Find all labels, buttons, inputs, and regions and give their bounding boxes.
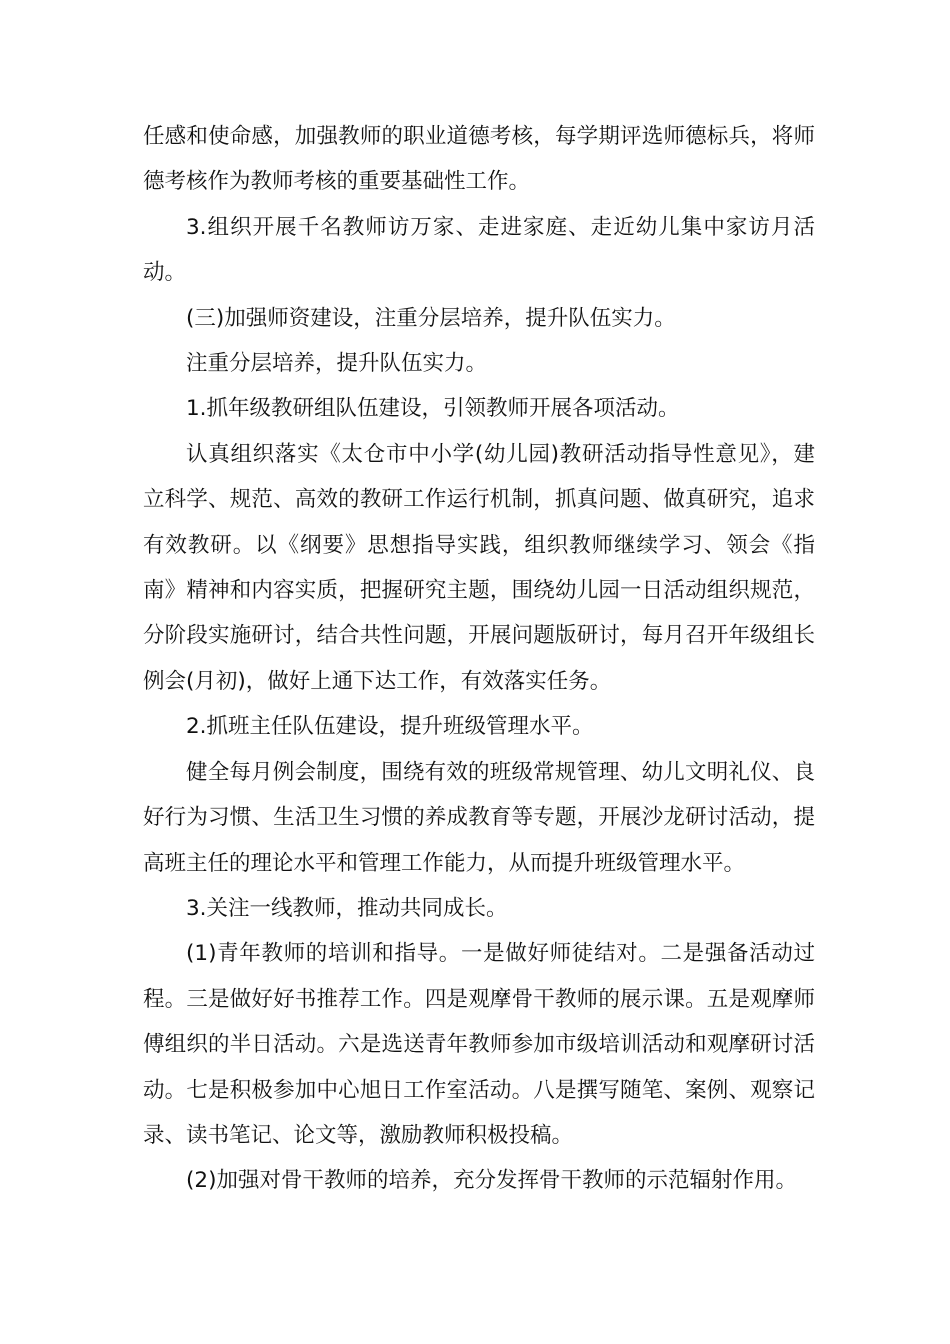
paragraph-6: 认真组织落实《太仓市中小学(幼儿园)教研活动指导性意见》，建立科学、规范、高效的教研工作运行机制，抓真问题、做真研究，追求有效教研。以《纲要》思想指导实践，组织教师继续学习、领会《指南》精神和内容实质，把握研究主题，围绕幼儿园一日活动组织规范，分阶段实施研讨，结合共性问题，开展问题版研讨，每月召开年级组长例会(月初)，做好上通下达工作，有效落实任务。 [143, 441, 815, 694]
paragraph-1: 任感和使命感，加强教师的职业道德考核，每学期评选师德标兵，将师德考核作为教师考核的重要基础性工作。 [143, 124, 815, 195]
item-heading-1: 1.抓年级教研组队伍建设，引领教师开展各项活动。 [186, 396, 680, 422]
paragraph-8: 健全每月例会制度，围绕有效的班级常规管理、幼儿文明礼仪、良好行为习惯、生活卫生习惯的养成教育等专题，开展沙龙研讨活动，提高班主任的理论水平和管理工作能力，从而提升班级管理水平。 [143, 759, 815, 876]
paragraph-10: (1)青年教师的培训和指导。一是做好师徒结对。二是强备活动过程。三是做好好书推荐工作。四是观摩骨干教师的展示课。五是观摩师傅组织的半日活动。六是选送青年教师参加市级培训活动和观摩研讨活动。七是积极参加中心旭日工作室活动。八是撰写随笔、案例、观察记录、读书笔记、论文等，激励教师积极投稿。 [143, 941, 815, 1148]
item-heading-3: 3.关注一线教师，推动共同成长。 [186, 895, 508, 921]
item-heading-2: 2.抓班主任队伍建设，提升班级管理水平。 [186, 714, 594, 740]
section-heading-3: (三)加强师资建设，注重分层培养，提升队伍实力。 [186, 305, 676, 331]
document-body [143, 114, 815, 1204]
paragraph-2: 3.组织开展千名教师访万家、走进家庭、走近幼儿集中家访月活动。 [143, 214, 815, 286]
paragraph-11: (2)加强对骨干教师的培养，充分发挥骨干教师的示范辐射作用。 [186, 1168, 797, 1194]
paragraph-4: 注重分层培养，提升队伍实力。 [186, 351, 488, 377]
